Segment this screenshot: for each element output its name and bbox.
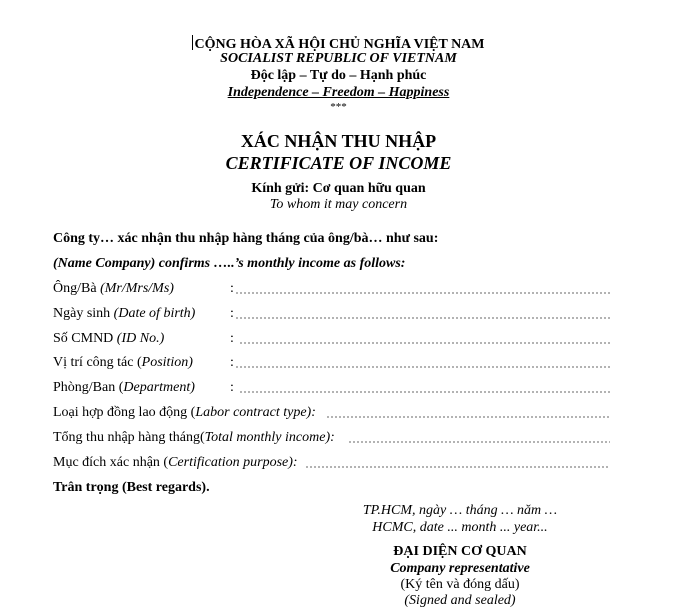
signatory-role-vi: ĐẠI DIỆN CƠ QUAN [393,544,527,559]
label-en: Certification purpose): [168,455,298,470]
fill-in-line[interactable] [305,466,610,468]
closing: Trân trọng (Best regards). [53,480,210,495]
country-name-en: SOCIALIST REPUBLIC OF VIETNAM [220,51,457,66]
field-colon: : [230,306,234,321]
fill-in-line[interactable] [326,416,610,418]
field-label [53,429,335,446]
label-en: Department) [123,380,195,395]
fill-in-line[interactable] [235,366,610,368]
place-date-en: HCMC, date ... month ... year... [372,520,548,535]
document-title-vi: XÁC NHẬN THU NHẬP [240,131,437,151]
addressee-vi: Kính gửi: Cơ quan hữu quan [251,181,426,196]
addressee-en: To whom it may concern [269,197,408,212]
field-label [53,354,193,371]
document-title-en: CERTIFICATE OF INCOME [225,153,452,173]
label-en: Total monthly income): [204,430,335,445]
field-position[interactable] [53,354,613,371]
label-vi: Ngày sinh [53,306,114,321]
motto-en [0,85,677,101]
signature-note-vi: (Ký tên và đóng dấu) [400,577,520,592]
field-colon: : [230,331,234,346]
field-date-of-birth[interactable] [53,305,613,322]
label-en: (Mr/Mrs/Ms) [100,281,174,296]
signature-note-en: (Signed and sealed) [404,593,516,608]
field-label [53,404,316,421]
label-en: (ID No.) [116,331,165,346]
label-vi: Ông/Bà [53,281,101,296]
fill-in-line[interactable] [239,342,610,344]
field-label [53,454,298,471]
label-en: Labor contract type): [195,405,316,420]
motto-en-text: Independence – Freedom – Happiness [227,85,450,100]
field-id-number[interactable] [53,330,613,347]
label-vi: Tổng thu nhập hàng tháng( [53,430,205,445]
label-vi: Số CMND [53,331,117,346]
field-name[interactable] [53,280,613,297]
field-label [53,379,195,396]
field-label [53,330,164,347]
label-en: Position) [141,355,193,370]
label-vi: Mục đích xác nhận ( [53,455,169,470]
field-labor-contract-type[interactable] [53,404,613,421]
fill-in-line[interactable] [239,391,610,393]
fill-in-line[interactable] [348,441,610,443]
label-vi: Vị trí công tác ( [53,355,142,370]
label-vi: Loại hợp đồng lao động ( [53,405,196,420]
intro-vi: Công ty… xác nhận thu nhập hàng tháng của ông/bà… như sau: [53,231,439,246]
signatory-role-en: Company representative [390,561,530,576]
country-name-vi-text: CỘNG HÒA XÃ HỘI CHỦ NGHĨA VIỆT NAM [194,37,485,52]
label-en: (Date of birth) [113,306,196,321]
fill-in-line[interactable] [235,292,610,294]
field-label [53,280,174,297]
field-colon: : [230,380,234,395]
field-total-monthly-income[interactable] [53,429,613,446]
separator: *** [330,101,347,113]
field-label [53,305,195,322]
field-certification-purpose[interactable] [53,454,613,471]
place-date-vi: TP.HCM, ngày … tháng … năm … [362,503,558,518]
field-colon: : [230,281,234,296]
field-colon: : [230,355,234,370]
motto-vi: Độc lập – Tự do – Hạnh phúc [250,68,427,83]
label-vi: Phòng/Ban ( [53,380,124,395]
intro-en: (Name Company) confirms …..’s monthly income as follows: [53,256,406,271]
field-department[interactable] [53,379,613,396]
fill-in-line[interactable] [235,317,610,319]
